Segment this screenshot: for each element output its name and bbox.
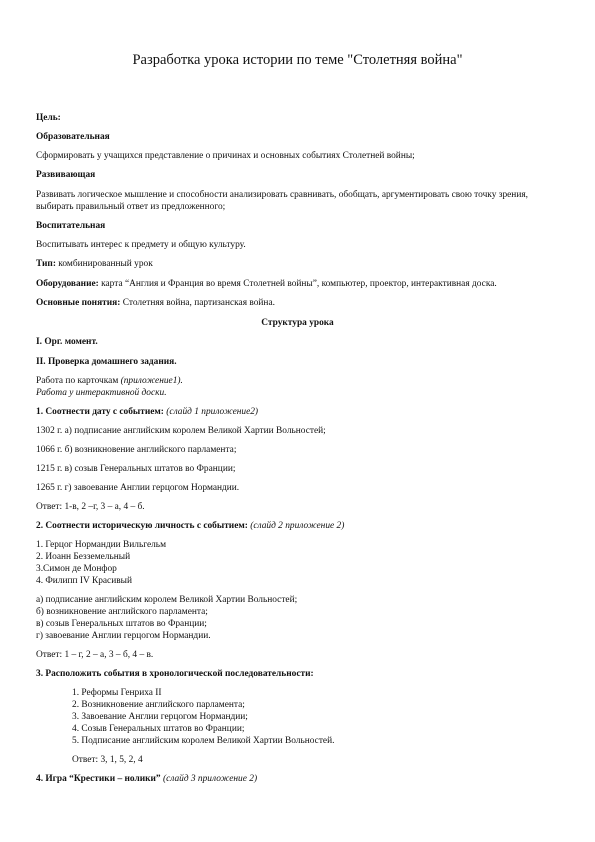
task1-note: (слайд 1 приложение2) xyxy=(163,407,259,417)
equipment xyxy=(36,278,559,290)
lesson-type-label: Тип: xyxy=(36,259,56,269)
key-concepts-label: Основные понятия: xyxy=(36,298,121,308)
cards-work-note: (приложение1). xyxy=(120,376,183,386)
list-item: 3.Симон де Монфор xyxy=(36,564,117,574)
list-item: 1215 г. в) созыв Генеральных штатов во Франции; xyxy=(36,464,236,474)
list-item: в) созыв Генеральных штатов во Франции; xyxy=(36,619,207,629)
list-item: 1302 г. а) подписание английским королем Великой Хартии Вольностей; xyxy=(36,426,326,436)
developmental-heading: Развивающая xyxy=(36,170,96,180)
task1-answer: Ответ: 1-в, 2 –г, 3 – а, 4 – б. xyxy=(36,502,145,512)
list-item: б) возникновение английского парламента; xyxy=(36,607,208,617)
task3-heading: 3. Расположить события в хронологической последовательности: xyxy=(36,669,314,679)
list-item: а) подписание английским королем Великой Хартии Вольностей; xyxy=(36,595,298,605)
equipment-value: карта “Англия и Франция во время Столетней войны”, компьютер, проектор, интерактивная доска. xyxy=(98,279,497,289)
list-item: 1066 г. б) возникновение английского парламента; xyxy=(36,445,237,455)
task4-heading-row xyxy=(36,773,559,785)
task2-heading-row xyxy=(36,520,559,532)
board-work: Работа у интерактивной доски. xyxy=(36,388,167,398)
key-concepts xyxy=(36,297,559,309)
cards-work-text: Работа по карточкам xyxy=(36,376,121,386)
equipment-label: Оборудование: xyxy=(36,279,99,289)
task1-heading-row xyxy=(36,406,559,418)
list-item: 1. Герцог Нормандии Вильгельм xyxy=(36,540,167,550)
key-concepts-value: Столетняя война, партизанская война. xyxy=(120,298,275,308)
educational-text: Сформировать у учащихся представление о причинах и основных событиях Столетней войны; xyxy=(36,151,415,161)
task4-heading: 4. Игра “Крестики – нолики” xyxy=(36,774,161,784)
list-item: 4. Филипп IV Красивый xyxy=(36,576,132,586)
lesson-type xyxy=(36,258,559,270)
list-item: 4. Созыв Генеральных штатов во Франции; xyxy=(72,724,245,734)
task1-heading: 1. Соотнести дату с событием: xyxy=(36,407,164,417)
document-title: Разработка урока истории по теме "Столетняя война" xyxy=(132,52,463,68)
developmental-text-line1: Развивать логическое мышление и способности анализировать сравнивать, обобщать, аргументировать свою точку зрения, xyxy=(36,190,529,200)
cards-work xyxy=(36,375,559,387)
stage-org-moment: I. Орг. момент. xyxy=(36,337,98,347)
list-item: 2. Иоанн Безземельный xyxy=(36,552,131,562)
task3-answer: Ответ: 3, 1, 5, 2, 4 xyxy=(72,755,143,765)
list-item: 1. Реформы Генриха II xyxy=(72,688,162,698)
task4-note: (слайд 3 приложение 2) xyxy=(160,774,258,784)
lesson-type-value: комбинированный урок xyxy=(55,259,153,269)
structure-heading: Структура урока xyxy=(261,318,334,328)
upbringing-heading: Воспитательная xyxy=(36,221,106,231)
task2-answer: Ответ: 1 – г, 2 – а, 3 – б, 4 – в. xyxy=(36,650,154,660)
developmental-text-line2: выбирать правильный ответ из предложенного; xyxy=(36,202,226,212)
upbringing-text: Воспитывать интерес к предмету и общую культуру. xyxy=(36,240,246,250)
goal-heading: Цель: xyxy=(36,113,61,123)
list-item: 5. Подписание английским королем Великой Хартии Вольностей. xyxy=(72,736,335,746)
task2-heading: 2. Соотнести историческую личность с событием: xyxy=(36,521,248,531)
task2-note: (слайд 2 приложение 2) xyxy=(247,521,345,531)
list-item: 3. Завоевание Англии герцогом Нормандии; xyxy=(72,712,248,722)
educational-heading: Образовательная xyxy=(36,132,110,142)
list-item: 2. Возникновение английского парламента; xyxy=(72,700,245,710)
list-item: 1265 г. г) завоевание Англии герцогом Нормандии. xyxy=(36,483,240,493)
stage-homework-check: II. Проверка домашнего задания. xyxy=(36,357,177,367)
list-item: г) завоевание Англии герцогом Нормандии. xyxy=(36,631,211,641)
